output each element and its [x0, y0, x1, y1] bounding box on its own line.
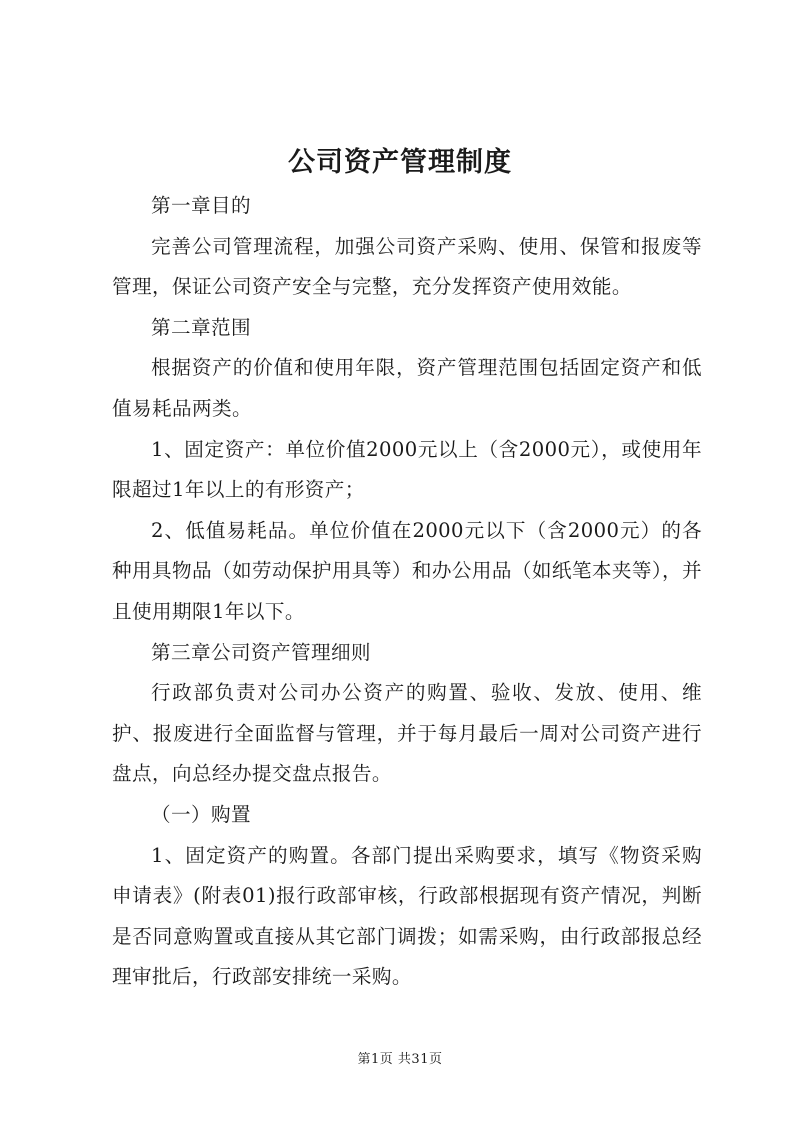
section-heading: （一）购置 [151, 802, 251, 826]
paragraph: 1、固定资产：单位价值2000元以上（含2000元），或使用年限超过1年以上的有形资产； [112, 437, 702, 502]
paragraph: 2、低值易耗品。单位价值在2000元以下（含2000元）的各种用具物品（如劳动保护用具等）和办公用品（如纸笔本夹等），并且使用期限1年以下。 [112, 518, 703, 623]
chapter-heading: 第二章范围 [151, 315, 251, 339]
page-title: 公司资产管理制度 [288, 147, 512, 178]
paragraph: 行政部负责对公司办公资产的购置、验收、发放、使用、维护、报废进行全面监督与管理，并于每月最后一周对公司资产进行盘点，向总经办提交盘点报告。 [112, 681, 702, 786]
paragraph: 完善公司管理流程，加强公司资产采购、使用、保管和报废等管理，保证公司资产安全与完整，充分发挥资产使用效能。 [112, 234, 702, 299]
chapter-heading: 第一章目的 [151, 194, 251, 217]
paragraph: 1、固定资产的购置。各部门提出采购要求，填写《物资采购申请表》(附表01)报行政部审核，行政部根据现有资产情况，判断是否同意购置或直接从其它部门调拨；如需采购，由行政部报总经理审批后，行政部安排统一采购。 [112, 843, 702, 989]
document-body [112, 186, 702, 998]
paragraph: 根据资产的价值和使用年限，资产管理范围包括固定资产和低值易耗品两类。 [112, 356, 702, 420]
chapter-heading: 第三章公司资产管理细则 [151, 640, 371, 664]
page-footer: 第1页 共31页 [357, 1052, 443, 1067]
